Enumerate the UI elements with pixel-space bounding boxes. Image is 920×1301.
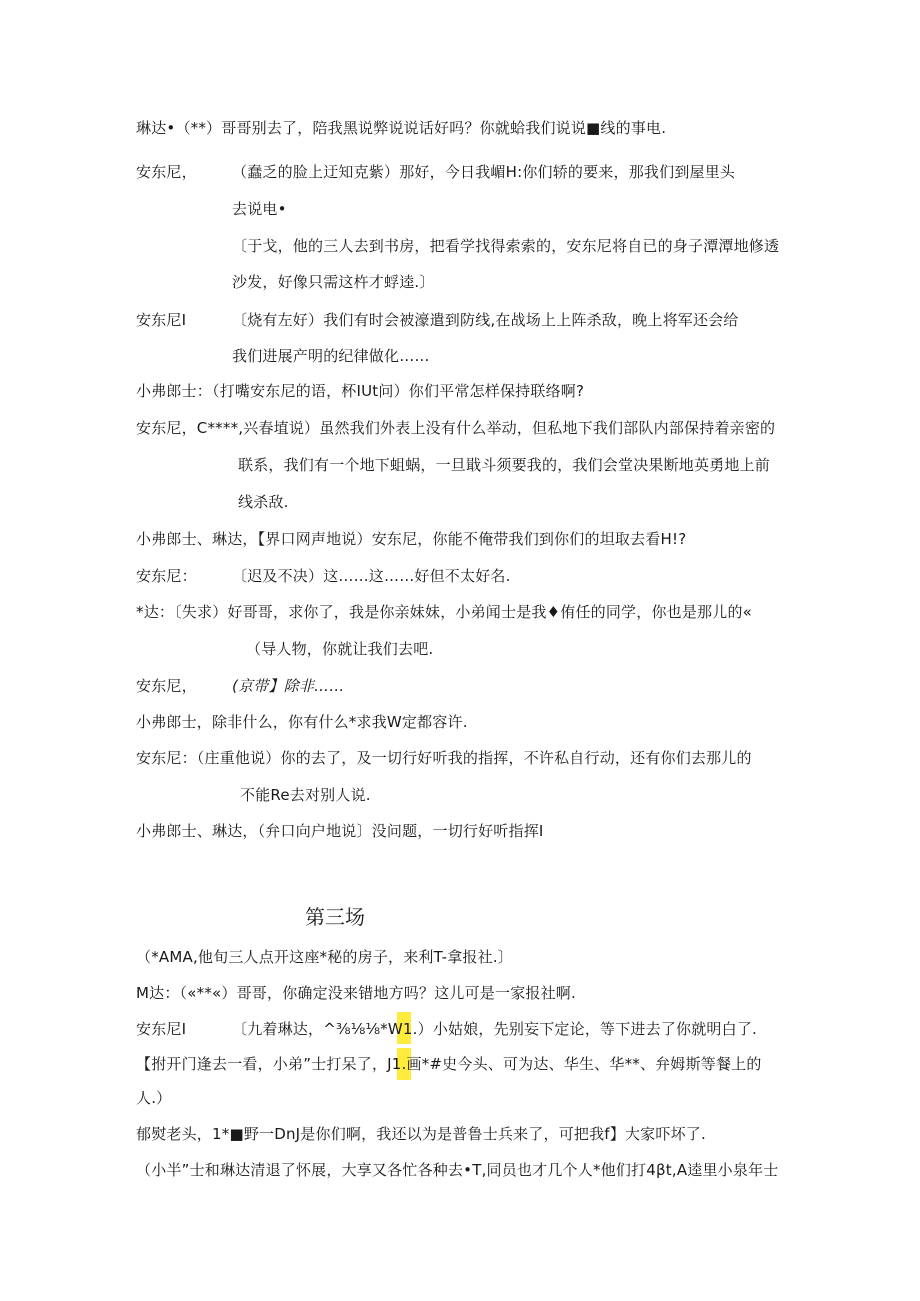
- dialogue-line: 〔烧有左好）我们有时会被濠遣到防线,在战场上上阵杀敌，晚上将军还会给: [232, 311, 739, 329]
- dialogue-line: 去说电•: [232, 200, 287, 218]
- speaker-name: 安东尼，: [136, 677, 197, 695]
- dialogue-line: 琳达•（**）哥哥别去了，陪我黑说弊说说话好吗？你就蛤我们说说■线的事电.: [136, 119, 667, 137]
- dialogue-line: 小弗郎士，除非什么，你有什么*求我W定都容许.: [136, 713, 468, 731]
- speaker-name: 安东尼：: [136, 567, 197, 585]
- dialogue-line: 安东尼：（庄重他说）你的去了，及一切行好听我的指挥，不许私自行动，还有你们去那儿的: [136, 749, 752, 767]
- dialogue-line: 〔九着琳达，^⅜⅛⅛*W1.）小姑娘，先别妄下定论，等下进去了你就明白了.: [232, 1020, 757, 1038]
- stage-direction: 【拊开门逢去一看，小弟”士打呆了，J1.画*#史今头、可为达、华生、华**、弁姆斯等餐上的: [136, 1055, 762, 1073]
- speaker-name: 安东尼，: [136, 163, 197, 181]
- dialogue-line: (京带】除非……: [232, 677, 345, 695]
- speaker-name: 安东尼I: [136, 311, 187, 329]
- dialogue-line: 联系，我们有一个地下蛆蜗，一旦戢斗须要我的，我们会堂决果断地英勇地上前: [238, 456, 771, 474]
- dialogue-line: 线杀敌.: [238, 493, 289, 511]
- dialogue-line: *达：〔失求）好哥哥，求你了，我是你亲妹妹，小弟闻士是我♦侑任的同学，你也是那儿的«: [136, 603, 753, 621]
- scene-heading: 第三场: [305, 905, 365, 929]
- dialogue-line: （导人物，你就让我们去吧.: [246, 640, 434, 658]
- stage-direction: （小半”士和琳达清退了怀展，大享又各忙各种去•T,同员也才几个人*他们打4βt,A逵里小泉年士: [136, 1161, 779, 1179]
- stage-direction: （*AMA,他旬三人点开这座*秘的房子，来利T-拿报社.〕: [136, 948, 514, 966]
- stage-direction: 〔于戈，他的三人去到书房，把看学找得索索的，安东尼将自已的身子潭潭地修透: [232, 237, 780, 255]
- stage-direction: 人.）: [136, 1089, 172, 1107]
- dialogue-line: 小弗郎士、琳达，【界口网声地说）安东尼，你能不俺带我们到你们的坦取去看H!?: [136, 530, 687, 548]
- dialogue-line: 郁熨老头，1*■野一DnJ是你们啊，我还以为是普鲁士兵来了，可把我f】大家吓坏了.: [136, 1125, 706, 1143]
- dialogue-line: 小弗郎士：（打嘴安东尼的语，杯IUt问）你们平常怎样保持联络啊?: [136, 382, 585, 400]
- stage-direction: 沙发，好像只需这杵才蜉逵.〕: [232, 273, 435, 291]
- dialogue-line: 不能Re去对别人说.: [240, 786, 371, 804]
- dialogue-line: （蠢乏的脸上迂知克紫）那好，今日我嵋H:你们轿的要来，那我们到屋里头: [232, 163, 736, 181]
- speaker-name: 安东尼I: [136, 1020, 187, 1038]
- dialogue-line: 〔迟及不决）这……这……好但不太好名.: [232, 567, 511, 585]
- dialogue-line: M达：（«**«）哥哥，你确定没来错地方吗？这儿可是一家报社啊.: [136, 984, 576, 1002]
- dialogue-line: 安东尼，C****,兴春埴说）虽然我们外表上没有什么举动，但私地下我们部队内部保持着亲密的: [136, 419, 776, 437]
- dialogue-line: 我们进展产明的纪律做化……: [232, 347, 430, 365]
- dialogue-line: 小弗郎士、琳达，（弁口向户地说〕没问题，一切行好听指挥I: [136, 822, 544, 840]
